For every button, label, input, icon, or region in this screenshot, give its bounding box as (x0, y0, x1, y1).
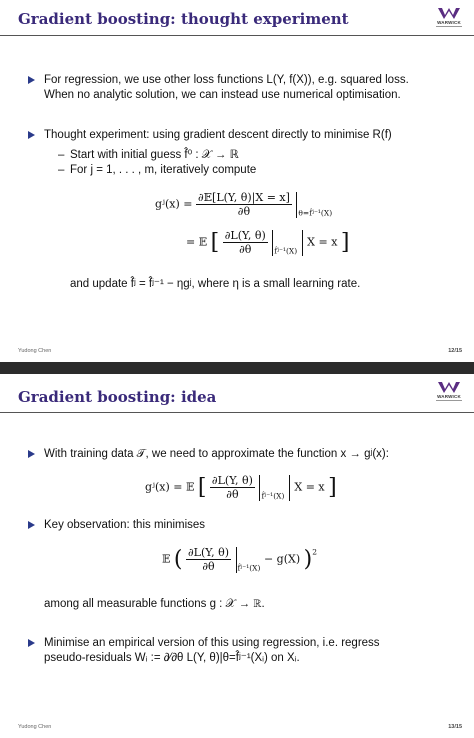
equation-gradient-2: = 𝔼 [ $\frac{\partial L(Y, \theta)}{\partial\theta}$ $_{f̂ʲ^{-1}(X)}$ X = x ] (186, 229, 350, 256)
bullet-triangle-icon (28, 131, 35, 139)
sub-iterate: – For j = 1, . . . , m, iteratively compute (58, 164, 257, 176)
slide-title: Gradient boosting: idea (18, 388, 217, 406)
warwick-logo-icon (438, 8, 460, 19)
logo-text: WARWICK (437, 20, 461, 25)
warwick-logo-icon (438, 382, 460, 393)
equation-g-approx: gʲ(x) = 𝔼 [ $\frac{\partial L(Y, \theta)}{\partial\theta}$ $_{f̂ʲ^{-1}(X)}$ X = x ] (145, 474, 337, 501)
bullet-triangle-icon (28, 639, 35, 647)
bullet-minimise-empirical: Minimise an empirical version of this using regression, i.e. regress pseudo-residuals Wᵢ := ∂⁄∂θ L(Y, θ)|θ=f̂ʲ⁻¹(Xᵢ) on Xᵢ. (28, 636, 380, 666)
footer-author: Yudong Chen (18, 348, 52, 354)
equation-minimiser: 𝔼 ( $\frac{\partial L(Y, \theta)}{\partial\theta}$ $_{f̂ʲ^{-1}(X)}$ − g(X) )$^2$ (162, 546, 317, 573)
bullet-regression: For regression, we use other loss functions L(Y, f(X)), e.g. squared loss. When no analytic solution, we can instead use numerical optimisation. (28, 73, 409, 103)
title-rule (0, 412, 474, 413)
title-rule (0, 35, 474, 36)
bullet-key-observation: Key observation: this minimises (28, 518, 205, 533)
slide-12 (0, 0, 474, 362)
bullet-triangle-icon (28, 450, 35, 458)
measurable-functions-text: among all measurable functions g : 𝒳 → ℝ. (44, 598, 265, 610)
equation-gradient-1: gʲ(x) = $\frac{\text{∂𝔼[L(Y, θ)|X = x]}}{\partial\theta}$ $_{\theta=f̂ʲ^{-1}(X)}$ (155, 191, 333, 218)
logo-text: WARWICK (437, 394, 461, 399)
footer-page-number: 12/15 (448, 348, 462, 354)
slide-13 (0, 374, 474, 738)
warwick-logo (432, 8, 466, 27)
slide-separator (0, 362, 474, 374)
bullet-triangle-icon (28, 76, 35, 84)
update-rule: and update f̂ʲ = f̂ʲ⁻¹ − ηgʲ, where η is a small learning rate. (70, 278, 361, 290)
slide-title: Gradient boosting: thought experiment (18, 10, 349, 28)
footer-page-number: 13/15 (448, 724, 462, 730)
bullet-training-data: With training data 𝒯, we need to approximate the function x → gʲ(x): (28, 447, 389, 462)
bullet-thought-experiment: Thought experiment: using gradient descent directly to minimise R(f) (28, 128, 392, 143)
bullet-triangle-icon (28, 521, 35, 529)
sub-initial-guess: – Start with initial guess f̂⁰ : 𝒳 → ℝ (58, 149, 239, 161)
footer-author: Yudong Chen (18, 724, 52, 730)
warwick-logo (432, 382, 466, 401)
